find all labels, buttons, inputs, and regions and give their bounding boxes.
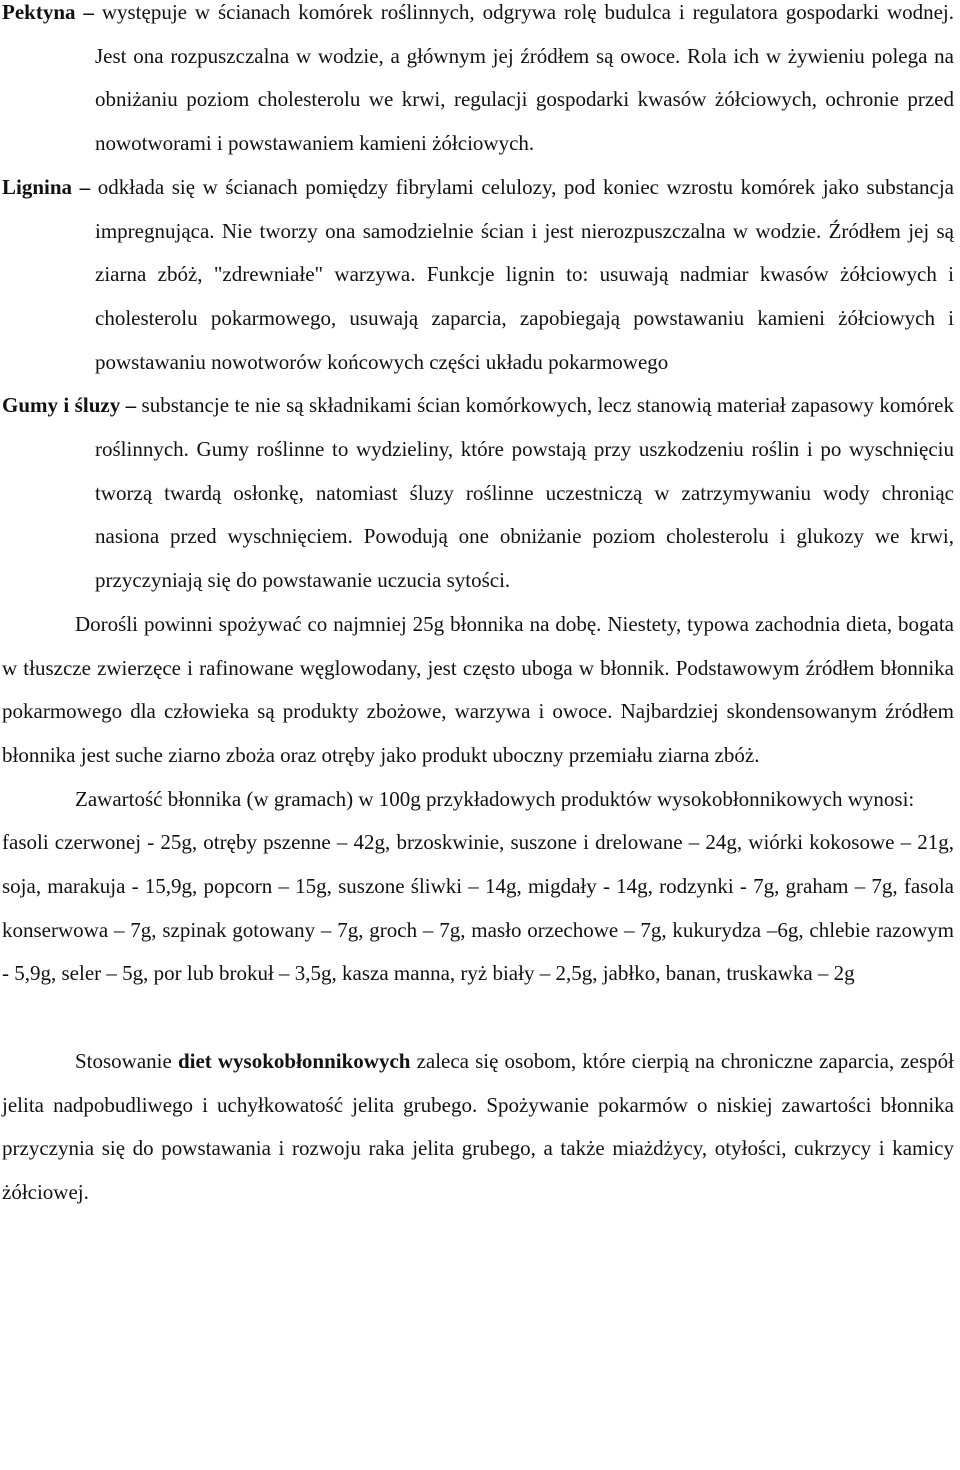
term-gumy-i-sluzy: Gumy i śluzy <box>2 393 121 418</box>
term-dash: – <box>125 393 137 418</box>
pektyna-text: występuje w ścianach komórek roślinnych, odgrywa rolę budulca i regulatora gospodarki wodnej. Jest ona rozpuszczalna w wodzie, a głównym jej źródłem są owoce. Rola ich w żywieniu polega na obniżaniu poziom cholesterolu we krwi, regulacji gospodarki kwasów żółciowych, ochronie przed nowotworami i powstawaniem kamieni żółciowych. <box>95 0 955 156</box>
lignina-text: odkłada się w ścianach pomiędzy fibrylami celulozy, pod koniec wzrostu komórek jako substancja impregnująca. Nie tworzy ona samodzielnie ścian i jest nierozpuszczalna w wodzie. Źródłem jej są ziarna zbóż, "zdrewniałe" warzywa. Funkcje lignin to: usuwają nadmiar kwasów żółciowych i cholesterolu pokarmowego, usuwają zaparcia, zapobiegają powstawaniu kamieni żółciowych i powstawaniu nowotworów końcowych części układu pokarmowego <box>95 174 955 374</box>
paragraph-stosowanie <box>2 1040 954 1215</box>
paragraph-dorosli: Dorośli powinni spożywać co najmniej 25g błonnika na dobę. Niestety, typowa zachodnia dieta, bogata w tłuszcze zwierzęce i rafinowane węglowodany, jest często uboga w błonnik. Podstawowym źródłem błonnika pokarmowego dla człowieka są produkty zbożowe, warzywa i owoce. Najbardziej skondensowanym źródłem błonnika jest suche ziarno zboża oraz otręby jako produkt uboczny przemiału ziarna zbóż. <box>2 611 954 767</box>
paragraph-gumy-i-sluzy <box>2 384 954 603</box>
paragraph-zawartosc-list: fasoli czerwonej - 25g, otręby pszenne – 42g, brzoskwinie, suszone i drelowane – 24g, wiórki kokosowe – 21g, soja, marakuja - 15,9g, popcorn – 15g, suszone śliwki – 14g, migdały - 14g, rodzynki - 7g, graham – 7g, fasola konserwowa – 7g, szpinak gotowany – 7g, groch – 7g, masło orzechowe – 7g, kukurydza –6g, chlebie razowym - 5,9g, seler – 5g, por lub brokuł – 3,5g, kasza manna, ryż biały – 2,5g, jabłko, banan, truskawka – 2g <box>2 830 954 986</box>
paragraph-zawartosc-intro: Zawartość błonnika (w gramach) w 100g przykładowych produktów wysokobłonnikowych wynosi: <box>75 786 915 811</box>
term-pektyna: Pektyna <box>2 0 76 24</box>
term-dash: – <box>83 0 94 24</box>
gumy-text: substancje te nie są składnikami ścian komórkowych, lecz stanowią materiał zapasowy komórek roślinnych. Gumy roślinne to wydzieliny, które powstają przy uszkodzeniu roślin i po wyschnięciu tworzą twardą osłonkę, natomiast śluzy roślinne uczestniczą w zatrzymywaniu wody chroniąc nasiona przed wyschnięciem. Powodują one obniżanie poziom cholesterolu i glukozy we krwi, przyczyniają się do powstawanie uczucia sytości. <box>95 393 954 593</box>
stosowanie-before: Stosowanie <box>75 1048 172 1073</box>
paragraph-lignina <box>2 166 954 385</box>
term-dash: – <box>79 174 91 199</box>
blank-line <box>2 996 954 1040</box>
stosowanie-after: zaleca się osobom, które cierpią na chroniczne zaparcia, zespół jelita nadpobudliwego i uchyłkowatość jelita grubego. Spożywanie pokarmów o niskiej zawartości błonnika przyczynia się do powstawania i rozwoju raka jelita grubego, a także miażdżycy, otyłości, cukrzycy i kamicy żółciowej. <box>2 1048 954 1204</box>
paragraph-pektyna <box>2 0 954 166</box>
stosowanie-bold: diet wysokobłonnikowych <box>177 1048 411 1073</box>
term-lignina: Lignina <box>2 174 73 199</box>
